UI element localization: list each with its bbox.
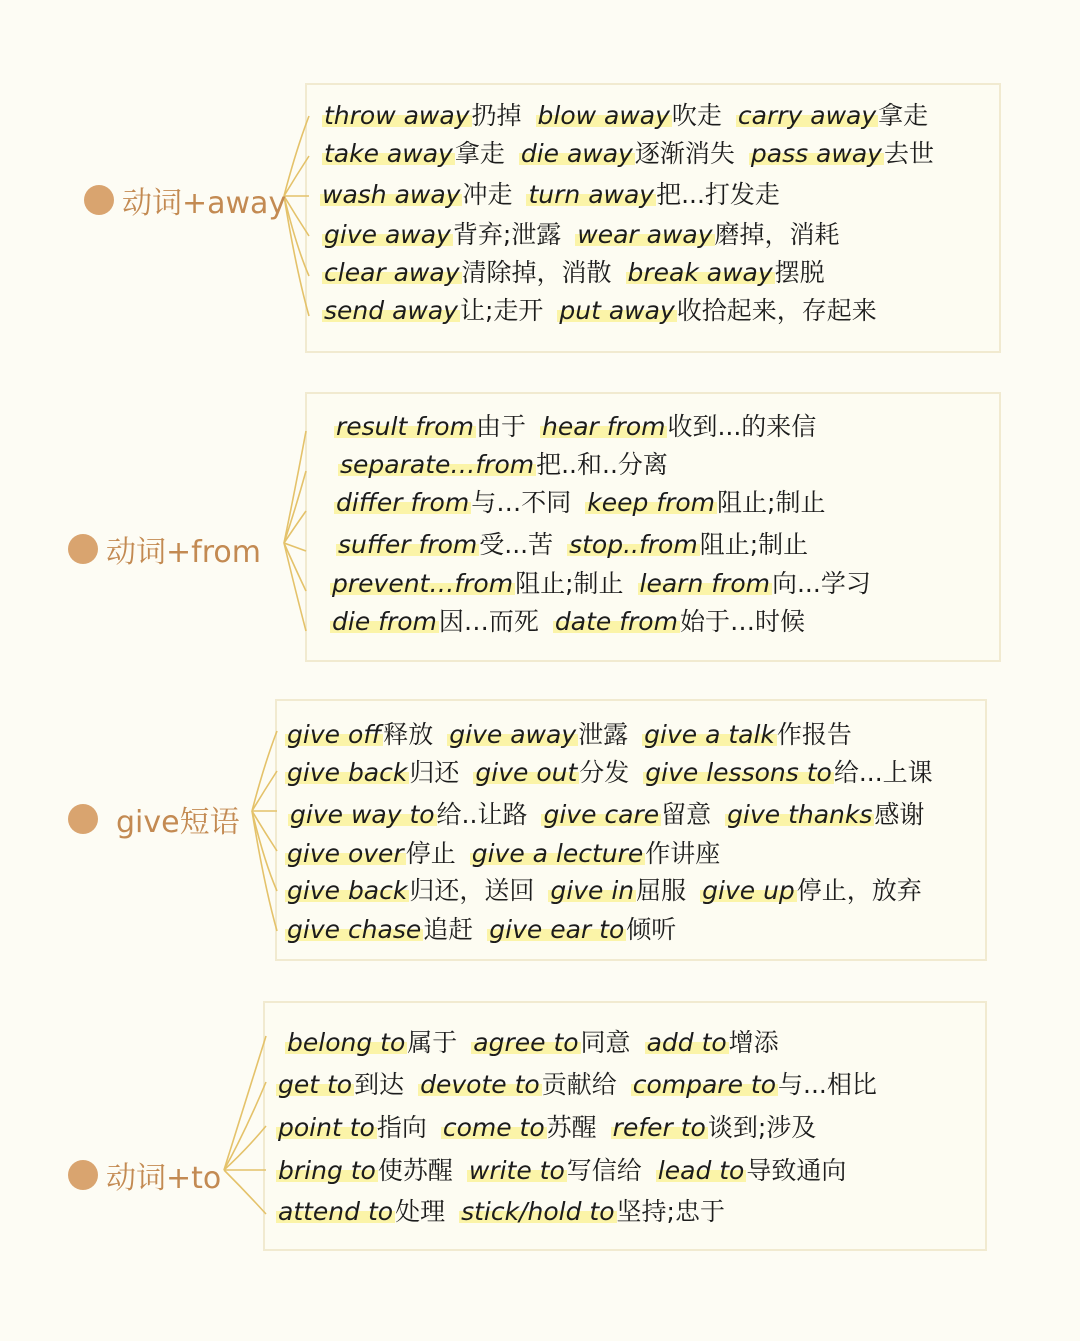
phrase-meaning: 归还 [409, 758, 460, 787]
phrase-row [322, 219, 854, 253]
phrase-english: pass away [750, 139, 882, 168]
phrase-meaning: 让;走开 [459, 296, 544, 325]
phrase-row [334, 411, 830, 445]
branch-lines [250, 725, 280, 940]
phrase-meaning: 给...上课 [833, 758, 933, 787]
phrase-meaning: 到达 [354, 1070, 405, 1099]
phrase-english: give a talk [644, 720, 775, 749]
bullet-dot [84, 185, 114, 215]
phrase-english: date from [554, 607, 678, 636]
bullet-dot [68, 804, 98, 834]
phrase-english: compare to [632, 1070, 777, 1099]
phrase-english: give off [287, 720, 382, 749]
phrase-meaning: 阻止;制止 [717, 488, 826, 517]
bullet-dot [68, 534, 98, 564]
phrase-english: throw away [324, 101, 470, 130]
phrase-meaning: 去世 [883, 139, 934, 168]
phrase-row [288, 799, 938, 833]
phrase-english: result from [336, 412, 474, 441]
group-label [68, 797, 240, 841]
phrase-meaning: 阻止;制止 [515, 569, 624, 598]
phrase-english: give ear to [489, 915, 625, 944]
group-label-text: 动词+away [122, 186, 287, 221]
phrase-meaning: 因…而死 [438, 607, 539, 636]
phrase-english: keep from [587, 488, 716, 517]
phrase-english: die away [520, 139, 633, 168]
phrase-meaning: 受...苦 [479, 530, 554, 559]
phrase-english: add to [646, 1028, 727, 1057]
phrase-meaning: 扔掉 [471, 101, 522, 130]
phrase-english: give a lecture [471, 839, 644, 868]
phrase-meaning: 给..让路 [436, 800, 528, 829]
phrase-row [276, 1196, 739, 1230]
phrase-meaning: 贡献给 [541, 1070, 617, 1099]
phrase-meaning: 与…不同 [471, 488, 572, 517]
phrase-english: give way to [290, 800, 435, 829]
phrase-meaning: 停止，放弃 [796, 876, 922, 905]
phrase-english: suffer from [338, 530, 478, 559]
phrase-meaning: 磨掉，消耗 [714, 220, 840, 249]
phrase-english: give care [543, 800, 660, 829]
phrase-row [285, 838, 734, 872]
phrase-row [322, 257, 839, 291]
phrase-meaning: 写信给 [566, 1156, 642, 1185]
group-label-text: 动词+to [106, 1161, 222, 1196]
phrase-meaning: 释放 [383, 720, 434, 749]
phrase-meaning: 拿走 [878, 101, 929, 130]
phrase-row [276, 1069, 891, 1103]
phrase-row [276, 1155, 860, 1189]
phrase-english: agree to [473, 1028, 579, 1057]
phrase-row [285, 875, 936, 909]
phrase-meaning: 收拾起来，存起来 [676, 296, 877, 325]
group-label-text: 动词+from [106, 535, 261, 570]
group-label-text: give短语 [116, 805, 240, 840]
phrase-meaning: 逐渐消失 [634, 139, 735, 168]
phrase-row [285, 719, 866, 753]
phrase-meaning: 吹走 [671, 101, 722, 130]
phrase-meaning: 由于 [475, 412, 526, 441]
phrase-row [320, 179, 794, 213]
phrase-meaning: 清除掉，消散 [461, 258, 612, 287]
phrase-row [285, 914, 690, 948]
group-label [68, 1153, 221, 1197]
phrase-meaning: 向...学习 [771, 569, 871, 598]
phrase-english: send away [324, 296, 458, 325]
phrase-meaning: 屈服 [636, 876, 687, 905]
phrase-meaning: 泄露 [578, 720, 629, 749]
phrase-row [276, 1112, 830, 1146]
phrase-meaning: 与...相比 [778, 1070, 877, 1099]
phrase-meaning: 分发 [579, 758, 630, 787]
phrase-meaning: 收到...的来信 [667, 412, 817, 441]
phrase-row [336, 529, 822, 563]
phrase-meaning: 作报告 [776, 720, 852, 749]
phrase-english: clear away [324, 258, 460, 287]
phrase-meaning: 处理 [395, 1197, 446, 1226]
phrase-meaning: 作讲座 [645, 839, 721, 868]
phrase-row [338, 449, 682, 483]
phrase-meaning: 属于 [407, 1028, 458, 1057]
phrase-english: give over [287, 839, 404, 868]
phrase-english: turn away [528, 180, 655, 209]
phrase-row [285, 757, 947, 791]
phrase-english: give lessons to [645, 758, 832, 787]
phrase-english: point to [278, 1113, 375, 1142]
phrase-english: belong to [287, 1028, 406, 1057]
phrase-english: give in [550, 876, 635, 905]
phrase-english: refer to [612, 1113, 706, 1142]
phrase-english: stick/hold to [461, 1197, 615, 1226]
phrase-english: come to [442, 1113, 545, 1142]
phrase-english: prevent…from [332, 569, 514, 598]
phrase-english: attend to [278, 1197, 394, 1226]
phrase-meaning: 使苏醒 [377, 1156, 453, 1185]
phrase-meaning: 谈到;涉及 [707, 1113, 817, 1142]
phrase-english: wash away [322, 180, 461, 209]
phrase-row [334, 487, 839, 521]
group-label [68, 527, 261, 571]
phrase-meaning: 停止 [405, 839, 456, 868]
phrase-meaning: 指向 [376, 1113, 427, 1142]
phrase-english: give chase [287, 915, 422, 944]
phrase-english: stop..from [569, 530, 698, 559]
phrase-english: give up [702, 876, 795, 905]
phrase-english: give away [324, 220, 451, 249]
phrase-row [322, 295, 891, 329]
phrase-english: devote to [420, 1070, 540, 1099]
phrase-meaning: 归还，送回 [409, 876, 535, 905]
phrase-meaning: 把..和..分离 [536, 450, 668, 479]
phrase-meaning: 阻止;制止 [699, 530, 809, 559]
phrase-meaning: 导致通向 [746, 1156, 847, 1185]
phrase-english: hear from [541, 412, 666, 441]
phrase-meaning: 把...打发走 [656, 180, 780, 209]
phrase-english: put away [559, 296, 675, 325]
phrase-english: get to [278, 1070, 353, 1099]
phrase-english: write to [468, 1156, 565, 1185]
phrase-english: take away [324, 139, 453, 168]
branch-lines [282, 110, 312, 325]
phrase-english: lead to [657, 1156, 745, 1185]
phrase-english: carry away [737, 101, 877, 130]
phrase-row [322, 100, 942, 134]
phrase-meaning: 拿走 [454, 139, 505, 168]
phrase-english: separate…from [340, 450, 535, 479]
phrase-english: give away [449, 720, 577, 749]
phrase-meaning: 坚持;忠于 [616, 1197, 725, 1226]
phrase-meaning: 摆脱 [774, 258, 825, 287]
bullet-dot [68, 1160, 98, 1190]
phrase-row [322, 138, 948, 172]
phrase-english: blow away [537, 101, 670, 130]
phrase-meaning: 追赶 [423, 915, 474, 944]
phrase-row [330, 568, 885, 602]
phrase-english: break away [627, 258, 773, 287]
phrase-english: wear away [577, 220, 713, 249]
phrase-english: give back [287, 758, 408, 787]
phrase-row [285, 1027, 793, 1061]
phrase-meaning: 增添 [728, 1028, 779, 1057]
phrase-english: give back [287, 876, 408, 905]
phrase-english: learn from [639, 569, 770, 598]
phrase-meaning: 感谢 [874, 800, 925, 829]
phrase-english: give out [475, 758, 578, 787]
phrase-english: differ from [336, 488, 470, 517]
phrase-meaning: 同意 [580, 1028, 631, 1057]
phrase-meaning: 冲走 [462, 180, 513, 209]
phrase-english: bring to [278, 1156, 376, 1185]
phrase-meaning: 倾听 [626, 915, 677, 944]
phrase-meaning: 留意 [661, 800, 712, 829]
phrase-row [330, 606, 819, 640]
group-label [84, 178, 286, 222]
phrase-english: give thanks [727, 800, 873, 829]
phrase-english: die from [332, 607, 437, 636]
branch-lines [282, 425, 312, 640]
branch-lines [222, 1030, 272, 1230]
phrase-meaning: 背弃;泄露 [452, 220, 562, 249]
phrase-meaning: 始于…时候 [679, 607, 805, 636]
phrase-meaning: 苏醒 [546, 1113, 597, 1142]
